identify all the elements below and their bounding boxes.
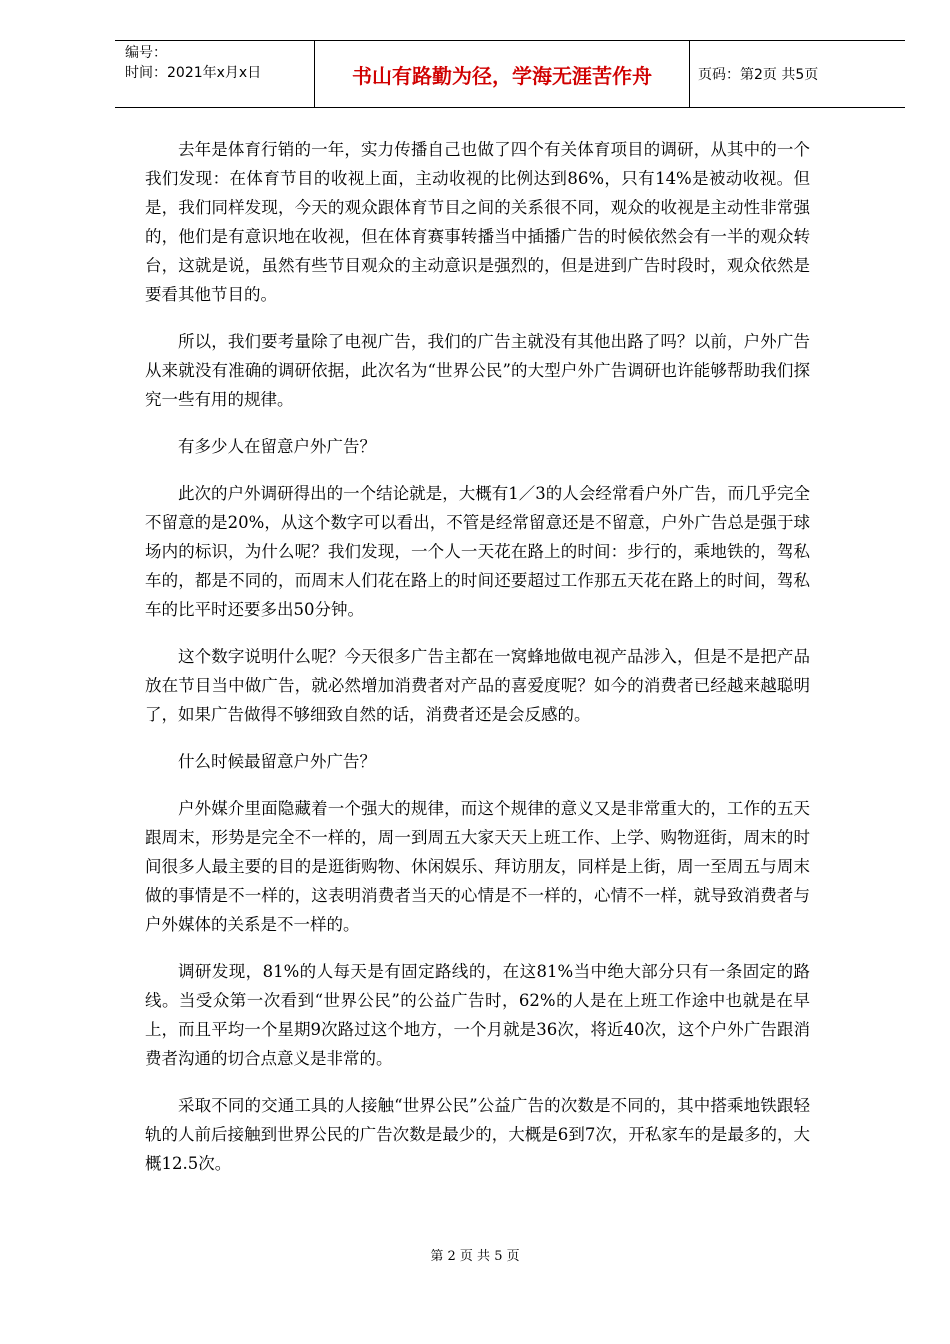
paragraph-3: 此次的户外调研得出的一个结论就是，大概有1／3的人会经常看户外广告，而几乎完全不留意的是20%，从这个数字可以看出，不管是经常留意还是不留意，户外广告总是强于球场内的标识，为什么呢？我们发现，一个人一天花在路上的时间：步行的，乘地铁的，驾私车的，都是不同的，而周末人们花在路上的时间还要超过工作那五天花在路上的时间，驾私车的比平时还要多出50分钟。 (145, 484, 810, 619)
section-heading-timing: 什么时候最留意户外广告？ (178, 752, 376, 771)
page-footer: 第 2 页 共 5 页 (430, 1249, 520, 1264)
paragraph-7: 采取不同的交通工具的人接触“世界公民”公益广告的次数是不同的，其中搭乘地铁跟轻轨的人前后接触到世界公民的广告次数是最少的，大概是6到7次，开私家车的是最多的，大概12.5次。 (145, 1096, 810, 1173)
paragraph-5: 户外媒介里面隐藏着一个强大的规律，而这个规律的意义又是非常重大的，工作的五天跟周末，形势是完全不一样的，周一到周五大家天天上班工作、上学、购物逛街，周末的时间很多人最主要的目的是逛街购物、休闲娱乐、拜访朋友，同样是上街，周一至周五与周末做的事情是不一样的，这表明消费者当天的心情是不一样的，心情不一样，就导致消费者与户外媒体的关系是不一样的。 (145, 799, 810, 934)
paragraph-6: 调研发现，81%的人每天是有固定路线的，在这81%当中绝大部分只有一条固定的路线。当受众第一次看到“世界公民”的公益广告时，62%的人是在上班工作途中也就是在早上，而且平均一个星期9次路过这个地方，一个月就是36次，将近40次，这个户外广告跟消费者沟通的切合点意义是非常的。 (145, 962, 810, 1068)
header-motto: 书山有路勤为径，学海无涯苦作舟 (315, 41, 690, 107)
document-body (145, 135, 810, 1196)
header-meta (115, 41, 315, 107)
number-label: 编号： (125, 45, 167, 61)
page-header (115, 40, 905, 108)
header-page-info: 页码：第2页 共5页 (698, 67, 819, 83)
paragraph-1: 去年是体育行销的一年，实力传播自己也做了四个有关体育项目的调研，从其中的一个我们发现：在体育节目的收视上面，主动收视的比例达到86%，只有14%是被动收视。但是，我们同样发现，今天的观众跟体育节目之间的关系很不同，观众的收视是主动性非常强的，他们是有意识地在收视，但在体育赛事转播当中插播广告的时候依然会有一半的观众转台，这就是说，虽然有些节目观众的主动意识是强烈的，但是进到广告时段时，观众依然是要看其他节目的。 (145, 140, 810, 304)
paragraph-4: 这个数字说明什么呢？今天很多广告主都在一窝蜂地做电视产品涉入，但是不是把产品放在节目当中做广告，就必然增加消费者对产品的喜爱度呢？如今的消费者已经越来越聪明了，如果广告做得不够细致自然的话，消费者还是会反感的。 (145, 647, 810, 724)
date-label: 时间：2021年x月x日 (125, 65, 262, 81)
section-heading-attention: 有多少人在留意户外广告？ (178, 437, 376, 456)
paragraph-2: 所以，我们要考量除了电视广告，我们的广告主就没有其他出路了吗？以前，户外广告从来就没有准确的调研依据，此次名为“世界公民”的大型户外广告调研也许能够帮助我们探究一些有用的规律。 (145, 332, 810, 409)
